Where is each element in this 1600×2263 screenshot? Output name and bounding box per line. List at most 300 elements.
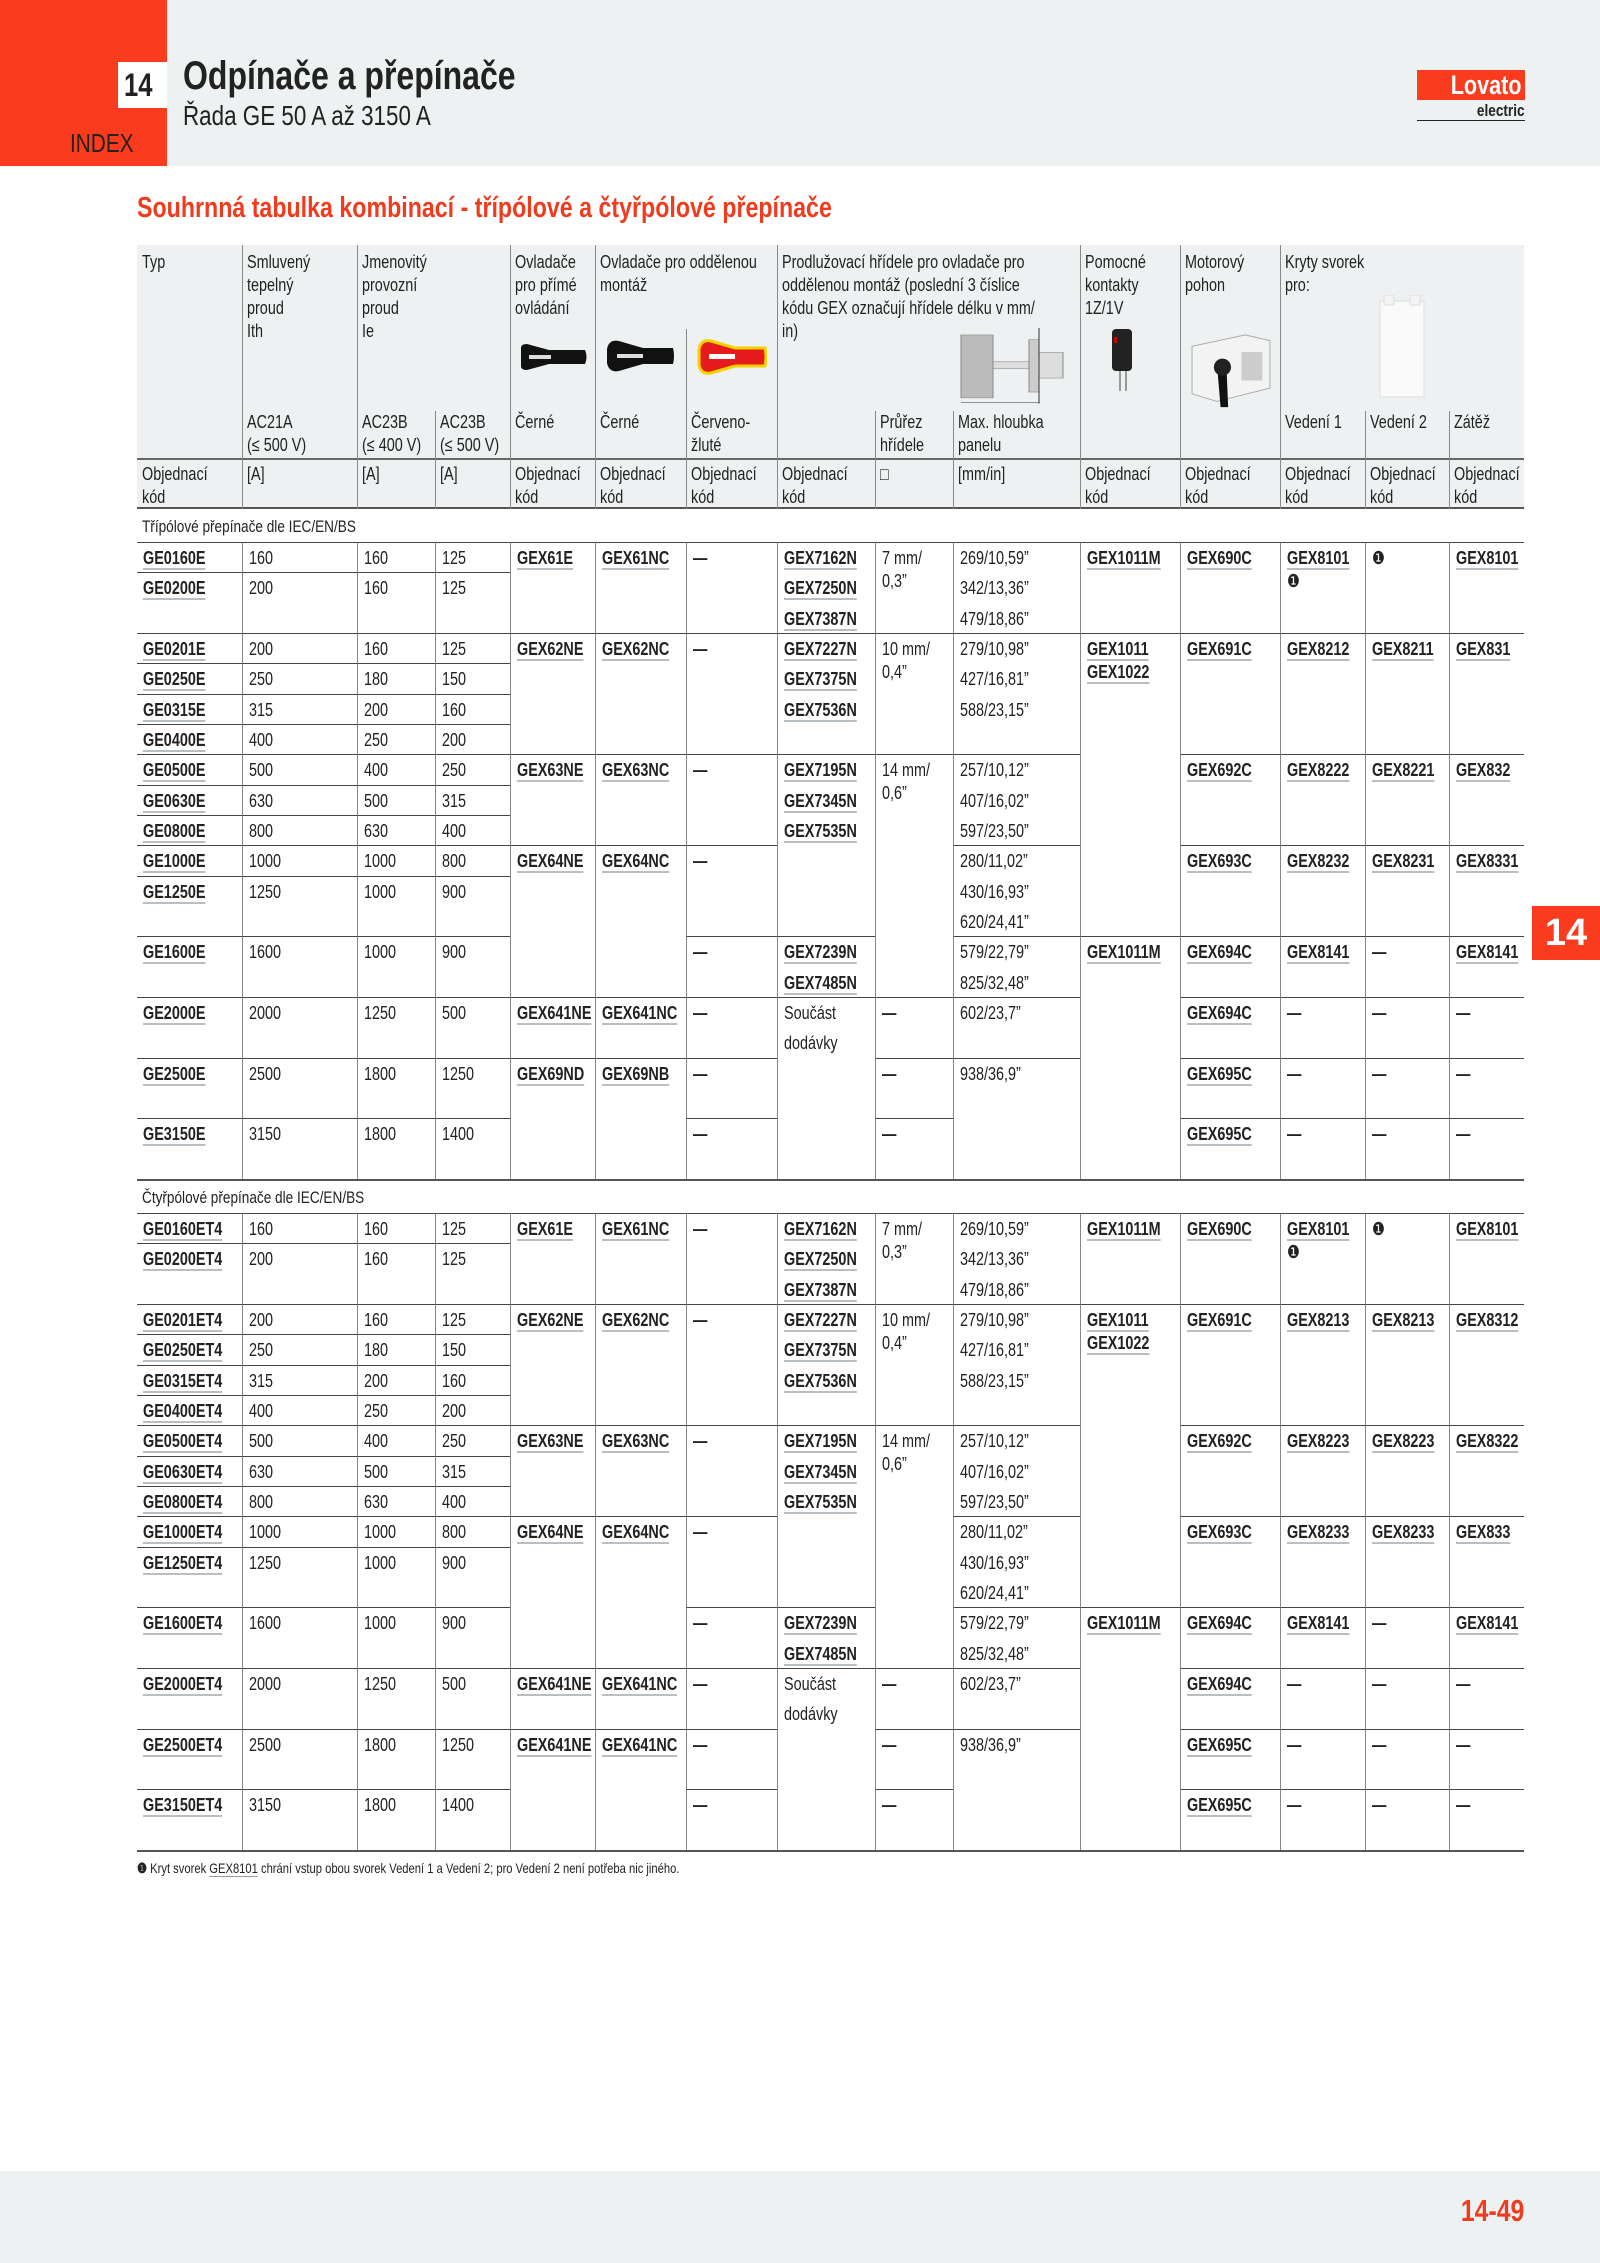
cell-line	[960, 1643, 1080, 1668]
cell-line	[442, 759, 510, 784]
cell-line	[882, 570, 953, 593]
header-black-1	[515, 411, 564, 434]
cell-line	[517, 1734, 595, 1764]
table-cell	[595, 1516, 686, 1668]
cell-value: 0,6”	[882, 1454, 907, 1475]
order-code: GEX8233	[1287, 1522, 1350, 1543]
order-code: GE1600E	[143, 942, 206, 963]
cell-line	[1456, 1063, 1524, 1093]
cell-line	[960, 547, 1080, 577]
header-separate-handles	[600, 251, 796, 297]
order-code: GEX831	[1456, 638, 1511, 659]
order-code: GEX7375N	[784, 1340, 857, 1361]
header-shaft-section	[880, 411, 935, 457]
table-cell	[1180, 1213, 1280, 1304]
cell-value: —	[1372, 1613, 1387, 1634]
cell-line	[1187, 941, 1280, 971]
cell-value: 579/22,79”	[960, 1613, 1029, 1634]
header-unit-line: Objednací	[600, 464, 666, 484]
cell-line	[442, 941, 510, 971]
order-code: GE0200E	[143, 578, 206, 599]
table-cell	[1449, 1516, 1524, 1607]
table-cell	[875, 1213, 953, 1304]
header-unit-line: Objednací	[515, 464, 581, 484]
table-cell	[435, 1118, 510, 1179]
cell-line	[364, 1461, 435, 1486]
cell-line	[1372, 1794, 1449, 1824]
cell-line	[143, 1673, 242, 1703]
table-cell	[242, 754, 357, 784]
index-label[interactable]: INDEX	[70, 128, 134, 158]
cell-line	[143, 1612, 242, 1642]
table-cell	[875, 1118, 953, 1179]
cell-line	[249, 1734, 357, 1764]
table-row-type	[137, 1486, 242, 1516]
cell-line	[784, 972, 875, 997]
table-cell	[510, 997, 595, 1058]
table-cell	[875, 997, 953, 1058]
cell-line	[364, 1002, 435, 1032]
table-cell	[357, 876, 435, 937]
cell-value: 1000	[364, 881, 397, 902]
cell-line	[882, 1241, 953, 1264]
table-cell	[242, 1425, 357, 1455]
order-code: GEX7536N	[784, 1370, 857, 1391]
cell-line	[1372, 1309, 1449, 1339]
column-divider	[242, 245, 243, 509]
table-cell	[595, 1058, 686, 1179]
header-line: Max. hloubka	[958, 412, 1044, 432]
cell-line	[364, 1794, 435, 1824]
cell-value: 1250	[364, 1002, 397, 1023]
cell-line	[1456, 759, 1524, 789]
cell-line	[143, 547, 242, 572]
table-row-type	[137, 815, 242, 845]
table-cell	[777, 1668, 875, 1850]
table-cell	[357, 542, 435, 572]
logo-sub-text: electric	[1477, 101, 1525, 120]
cell-line	[693, 1794, 777, 1824]
cell-line	[249, 577, 357, 607]
cell-line	[143, 729, 242, 754]
table-cell	[1180, 1516, 1280, 1607]
cell-value: 250	[442, 760, 467, 781]
cell-value: —	[693, 1002, 708, 1023]
table-cell	[1280, 633, 1365, 754]
cell-value: 800	[249, 1491, 274, 1512]
cell-value: —	[1372, 1124, 1387, 1145]
table-cell	[1180, 1425, 1280, 1516]
cell-line	[784, 1032, 875, 1062]
cell-value: 825/32,48”	[960, 1643, 1029, 1664]
header-line: Vedení 1	[1285, 412, 1342, 432]
chapter-side-tab[interactable]	[1532, 906, 1600, 960]
table-cell	[595, 1668, 686, 1729]
table-cell	[686, 936, 777, 997]
cell-line	[693, 1218, 777, 1248]
cell-value: —	[1456, 1063, 1471, 1084]
table-cell	[686, 1607, 777, 1668]
cell-value: —	[882, 1734, 897, 1755]
cell-value: 280/11,02”	[960, 851, 1028, 872]
header-unit	[782, 463, 864, 509]
table-cell	[595, 845, 686, 997]
side-tab-label[interactable]: 14	[1544, 912, 1588, 954]
cell-line	[364, 941, 435, 971]
cell-line	[882, 1453, 953, 1476]
table-cell	[1280, 542, 1365, 633]
header-line: Černé	[515, 412, 555, 432]
table-cell	[510, 1058, 595, 1179]
cell-value: 0,3”	[882, 571, 907, 591]
table-cell	[357, 1668, 435, 1729]
order-code: GEX1022	[1087, 1332, 1150, 1353]
table-cell	[435, 754, 510, 784]
table-cell	[686, 1058, 777, 1119]
table-cell	[875, 1668, 953, 1729]
table-cell	[1180, 1789, 1280, 1850]
cell-line	[442, 577, 510, 607]
table-cell	[357, 785, 435, 815]
index-link[interactable]	[70, 128, 149, 159]
header-unit	[1185, 463, 1267, 509]
cell-line	[249, 1002, 357, 1032]
header-motor	[1185, 251, 1259, 297]
cell-value: 1600	[249, 1613, 282, 1634]
header-line: Motorový	[1185, 252, 1245, 272]
table-cell	[875, 754, 953, 997]
cell-line	[442, 850, 510, 875]
order-code: GEX69NB	[602, 1063, 670, 1084]
section-label	[142, 517, 409, 537]
page-subtitle-text: Řada GE 50 A až 3150 A	[183, 100, 431, 131]
table-cell	[242, 1118, 357, 1179]
cell-line	[1187, 1309, 1280, 1339]
table-row-type	[137, 633, 242, 663]
cell-line	[517, 1063, 595, 1093]
cell-value: 280/11,02”	[960, 1522, 1028, 1543]
order-code: GE1600ET4	[143, 1613, 223, 1634]
cell-line	[143, 881, 242, 911]
cell-line	[602, 850, 686, 880]
cell-value: —	[1372, 942, 1387, 963]
cell-value: 160	[364, 548, 389, 568]
order-code: GEX7345N	[784, 790, 857, 811]
table-row-type	[137, 1729, 242, 1790]
footnote-code-link[interactable]: GEX8101	[209, 1860, 258, 1876]
table-cell	[1365, 1425, 1449, 1516]
header-unit-line: □	[880, 464, 889, 484]
cell-line	[442, 1123, 510, 1153]
order-code: GEX62NE	[517, 638, 584, 659]
order-code: GEX694C	[1187, 942, 1252, 963]
table-cell	[1280, 1425, 1365, 1516]
table-cell	[777, 633, 875, 754]
table-cell	[777, 936, 875, 997]
cell-line	[960, 1552, 1080, 1582]
table-cell	[595, 1304, 686, 1425]
cell-line	[960, 1734, 1080, 1764]
cell-value: —	[882, 1673, 897, 1694]
cell-line	[143, 820, 242, 845]
header-line: Ith	[247, 321, 264, 341]
cell-value: 400	[442, 820, 467, 841]
cell-value: 125	[442, 578, 467, 599]
cell-value: 200	[442, 729, 467, 750]
cell-line	[249, 1552, 357, 1582]
cell-value: 250	[364, 1400, 389, 1421]
header-unit	[600, 463, 682, 509]
header-line: (≤ 400 V)	[362, 435, 422, 455]
table-cell	[1449, 1304, 1524, 1425]
table-cell	[1365, 1058, 1449, 1119]
order-code: GEX8211	[1372, 638, 1434, 659]
cell-value: 1250	[249, 881, 282, 902]
table-cell	[242, 997, 357, 1058]
table-cell	[357, 724, 435, 754]
cell-line	[693, 759, 777, 789]
cell-value: —	[1456, 1673, 1471, 1694]
cell-line	[1087, 1309, 1180, 1332]
cell-value: —	[693, 548, 708, 568]
header-unit-line: kód	[1185, 487, 1209, 507]
header-aux-contacts	[1085, 251, 1161, 320]
cell-value: —	[1287, 1795, 1302, 1816]
order-code: GEX64NE	[517, 1522, 584, 1543]
table-cell	[1365, 1118, 1449, 1179]
table-cell	[242, 1395, 357, 1425]
cell-value: 602/23,7”	[960, 1673, 1021, 1694]
cell-value: 10 mm/	[882, 638, 931, 659]
cell-line	[1372, 547, 1449, 577]
order-code: GEX61NC	[602, 548, 670, 568]
cell-value: 125	[442, 1219, 467, 1239]
cell-value: 2000	[249, 1673, 282, 1694]
table-cell	[595, 633, 686, 754]
table-row-type	[137, 1668, 242, 1729]
cell-value: —	[1287, 1673, 1302, 1694]
order-code: GEX61E	[517, 548, 574, 568]
header-line: Typ	[142, 252, 166, 272]
order-code: GE2500ET4	[143, 1734, 223, 1755]
order-code: GEX7535N	[784, 1491, 857, 1512]
cell-line	[1187, 1734, 1280, 1764]
cell-line	[442, 790, 510, 815]
footer-band	[0, 2171, 1600, 2263]
cell-line	[784, 790, 875, 820]
cell-line	[1372, 1430, 1449, 1460]
table-cell	[510, 845, 595, 997]
table-cell	[595, 1425, 686, 1516]
table-cell	[1449, 1729, 1524, 1790]
cell-value: —	[693, 638, 708, 659]
footnote-post: chrání vstup obou svorek Vedení 1 a Vedení 2; pro Vedení 2 není potřeba nic jiného.	[257, 1860, 680, 1876]
cell-value: 257/10,12”	[960, 1431, 1029, 1452]
black-handle-icon	[519, 342, 589, 372]
table-cell	[435, 845, 510, 875]
order-code: GE0160ET4	[143, 1219, 223, 1239]
order-code: GE0400E	[143, 729, 206, 750]
cell-line	[960, 1491, 1080, 1516]
cell-line	[693, 1430, 777, 1460]
table-cell	[242, 1058, 357, 1119]
order-code: GE0315ET4	[143, 1370, 223, 1391]
cell-line	[249, 1370, 357, 1395]
order-code: GE0250E	[143, 669, 206, 690]
cell-line	[960, 577, 1080, 607]
order-code: GE0201ET4	[143, 1309, 223, 1330]
cell-value: 7 mm/	[882, 548, 923, 568]
table-cell	[1365, 845, 1449, 936]
cell-line	[960, 1430, 1080, 1460]
cell-value: dodávky	[784, 1033, 838, 1054]
order-code: GE0315E	[143, 699, 206, 720]
table-cell	[435, 785, 510, 815]
table-cell	[242, 1668, 357, 1729]
cell-line	[602, 759, 686, 789]
header-unit	[1454, 463, 1536, 509]
table-cell	[1449, 1118, 1524, 1179]
table-cell	[435, 1243, 510, 1304]
header-unit-line: kód	[1454, 487, 1478, 507]
cell-line	[1087, 941, 1180, 964]
order-code: GEX64NC	[602, 851, 670, 872]
cell-line	[602, 1218, 686, 1248]
cell-value: 1250	[442, 1063, 475, 1084]
header-line-2	[1370, 411, 1441, 434]
cell-line	[364, 1400, 435, 1425]
cell-line	[1187, 1123, 1280, 1153]
cell-line	[143, 790, 242, 815]
cell-line	[143, 1248, 242, 1278]
table-cell	[875, 1729, 953, 1790]
header-unit-line: [A]	[362, 464, 380, 484]
cell-line	[960, 699, 1080, 729]
cell-line	[1187, 1002, 1280, 1032]
table-cell	[686, 1729, 777, 1790]
cell-value: —	[1287, 1063, 1302, 1084]
header-line: provozní	[362, 275, 418, 295]
header-red-yellow	[691, 411, 765, 457]
cell-value: 200	[442, 1400, 467, 1421]
cell-line	[1456, 1430, 1524, 1460]
cell-value: 125	[442, 548, 467, 568]
table-cell	[357, 1118, 435, 1179]
cell-line	[364, 1309, 435, 1334]
order-code: GEX1011	[1087, 1309, 1149, 1330]
table-row-type	[137, 1334, 242, 1364]
table-cell	[1180, 1058, 1280, 1119]
cell-line	[1087, 1332, 1180, 1355]
footnote-pre: Kryt svorek	[150, 1860, 210, 1876]
header-unit-line: Objednací	[1285, 464, 1351, 484]
table-cell	[1280, 997, 1365, 1058]
table-cell	[357, 1607, 435, 1668]
header-line: in)	[782, 321, 799, 341]
column-divider	[510, 245, 511, 509]
table-cell	[777, 997, 875, 1179]
table-cell	[357, 1456, 435, 1486]
table-cell	[242, 876, 357, 937]
table-cell	[242, 815, 357, 845]
cell-line	[1456, 1309, 1524, 1339]
cell-line	[1287, 638, 1365, 661]
cell-line	[1372, 759, 1449, 789]
table-cell	[435, 1607, 510, 1668]
table-cell	[595, 1213, 686, 1304]
order-code: GE2000ET4	[143, 1673, 223, 1694]
cell-line	[517, 1430, 595, 1460]
table-cell	[953, 754, 1080, 845]
order-code: GE2000E	[143, 1002, 206, 1023]
cell-line	[882, 759, 953, 782]
cell-value: —	[1372, 1734, 1387, 1755]
cell-line	[1287, 1309, 1365, 1332]
table-cell	[357, 663, 435, 693]
cell-line	[784, 1612, 875, 1642]
table-cell	[510, 1729, 595, 1850]
header-unit	[1370, 463, 1452, 509]
cell-line	[364, 577, 435, 607]
cell-value: —	[1456, 1795, 1471, 1816]
table-cell	[777, 1425, 875, 1607]
cell-line	[882, 1430, 953, 1453]
table-row-type	[137, 876, 242, 937]
cell-line	[364, 1123, 435, 1153]
order-code: GEX8141	[1456, 942, 1519, 963]
cell-value: —	[693, 1734, 708, 1755]
table-cell	[357, 997, 435, 1058]
cell-line	[784, 638, 875, 668]
cell-line	[1087, 1218, 1180, 1241]
cell-line	[143, 1461, 242, 1486]
cell-value: 1250	[249, 1552, 282, 1573]
cell-value: —	[693, 1522, 708, 1543]
page-number-text: 14-49	[1460, 2193, 1524, 2228]
cell-value: 800	[249, 820, 274, 841]
cell-line	[693, 1063, 777, 1093]
cell-value: —	[693, 1063, 708, 1084]
table-cell	[357, 1243, 435, 1304]
cell-value: 150	[442, 1340, 467, 1361]
table-cell	[1449, 542, 1524, 633]
cell-value: 1000	[364, 851, 397, 872]
order-code: GEX695C	[1187, 1063, 1252, 1084]
table-cell	[1365, 936, 1449, 997]
cell-value: 2000	[249, 1002, 282, 1023]
table-row-type	[137, 1243, 242, 1304]
cell-line	[442, 1794, 510, 1824]
footnote-marker-icon: ❶	[1287, 1242, 1300, 1262]
order-code: GE1250ET4	[143, 1552, 223, 1573]
cell-value: 407/16,02”	[960, 1461, 1029, 1482]
header-line: Ovladače pro oddělenou	[600, 252, 757, 272]
header-line: AC21A	[247, 412, 293, 432]
footnote-marker-icon: ❶	[1372, 548, 1385, 568]
cell-line	[517, 1673, 595, 1703]
order-code: GEX691C	[1187, 1309, 1252, 1330]
cell-line	[693, 850, 777, 880]
cell-line	[693, 1612, 777, 1642]
cell-value: —	[693, 1431, 708, 1452]
header-line: panelu	[958, 435, 1002, 455]
header-line: Vedení 2	[1370, 412, 1427, 432]
cell-line	[1187, 1673, 1280, 1703]
cell-value: 427/16,81”	[960, 1340, 1029, 1361]
table-cell	[1280, 1789, 1365, 1850]
header-line: (≤ 500 V)	[247, 435, 307, 455]
cell-line	[364, 820, 435, 845]
